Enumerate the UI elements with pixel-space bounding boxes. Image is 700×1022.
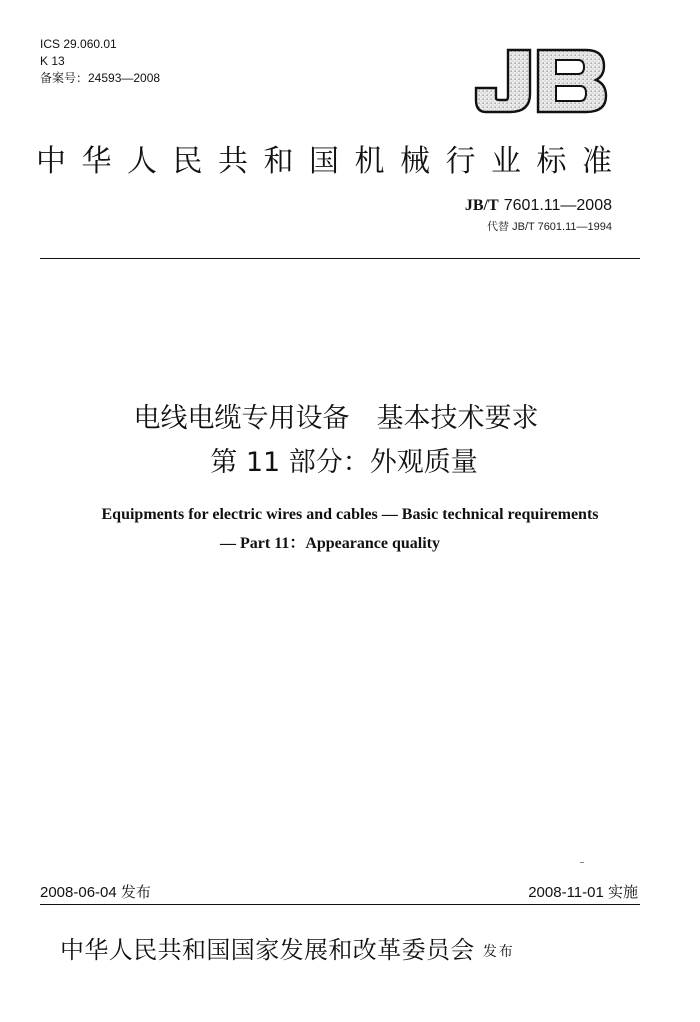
scan-mark xyxy=(580,862,584,863)
issuer xyxy=(60,930,515,965)
top-divider xyxy=(40,258,640,259)
classification-code: K 13 xyxy=(40,54,65,68)
issuer-name: 中华人民共和国国家发展和改革委员会 xyxy=(60,936,475,964)
replaces-standard: 代替 JB/T 7601.11—1994 xyxy=(487,221,612,233)
bottom-divider xyxy=(40,904,640,905)
jb-logo-icon xyxy=(468,44,610,116)
title-en-line2: — Part 11：Appearance quality xyxy=(220,535,440,552)
record-number: 备案号：24593—2008 xyxy=(40,71,161,85)
issuer-suffix: 发布 xyxy=(482,944,515,960)
implementation-date: 2008-11-01 实施 xyxy=(528,884,638,901)
title-cn-line1: 电线电缆专用设备 基本技术要求 xyxy=(133,403,539,434)
issue-date: 2008-06-04 发布 xyxy=(40,884,151,901)
jb-logo xyxy=(468,44,610,116)
standard-code: 7601.11—2008 xyxy=(503,197,612,214)
title-en-line1: Equipments for electric wires and cables — Basic technical requirements xyxy=(101,506,599,523)
title-cn-line2: 第 11 部分：外观质量 xyxy=(210,447,478,478)
org-title: 中华人民共和国机械行业标准 xyxy=(36,144,628,179)
logo-text: JB xyxy=(468,44,469,45)
ics-code: ICS 29.060.01 xyxy=(40,37,117,51)
standard-prefix: JB/T xyxy=(464,197,499,214)
standard-number xyxy=(465,195,612,215)
